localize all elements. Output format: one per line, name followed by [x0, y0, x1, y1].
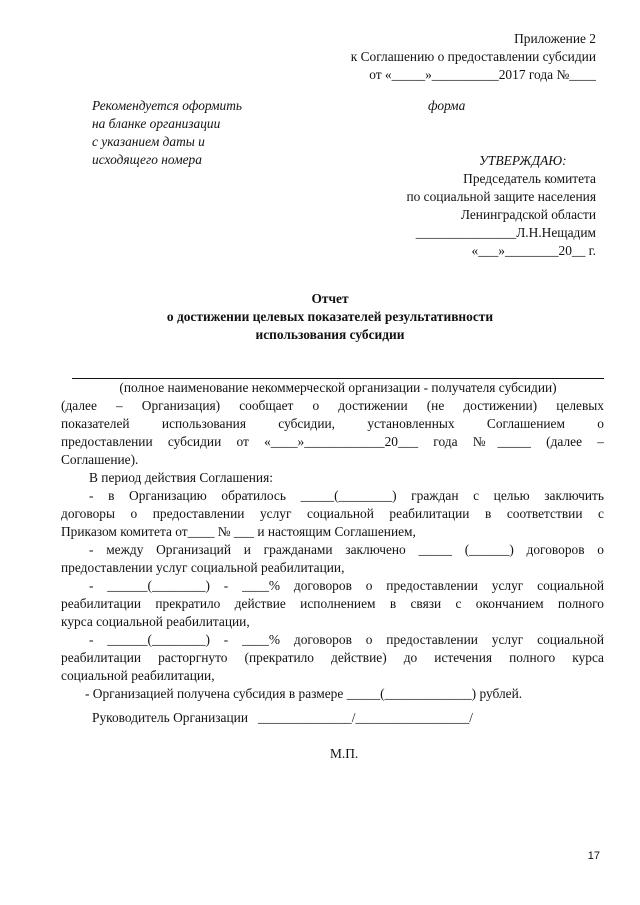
note-line: на бланке организации [92, 116, 221, 131]
item-line: - ______(________) - ____% договоров о предоставлении услуг социальной [89, 578, 604, 593]
body-line: показателей использования субсидии, установленных Соглашением о [61, 416, 604, 431]
item-line: договоры о предоставлении услуг социальной реабилитации в соответствии с [61, 506, 604, 521]
item-line: реабилитации расторгнуто (прекратило действие) до истечения полного курса [61, 650, 604, 665]
period-line: В период действия Соглашения: [89, 470, 273, 485]
org-name-caption: (полное наименование некоммерческой организации - получателя субсидии) [119, 380, 557, 395]
item-line: - между Организаций и гражданами заключено _____ (______) договоров о [89, 542, 604, 557]
note-line: Рекомендуется оформить [92, 98, 242, 113]
title-line: о достижении целевых показателей результативности [166, 309, 494, 324]
body-line: предоставлении субсидии от «____»____________20___ года №_____ (далее – [61, 434, 604, 449]
item-line: - Организацией получена субсидия в размере _____(_____________) рублей. [85, 686, 523, 701]
note-line: исходящего номера [92, 152, 202, 167]
approve-region: Ленинградской области [460, 207, 596, 222]
approve-title: УТВЕРЖДАЮ: [479, 153, 567, 168]
approve-date: «___»________20__ г. [471, 243, 596, 258]
signature-line: Руководитель Организации ______________/_________________/ [92, 710, 474, 725]
item-line: реабилитации прекратило действие исполнением в связи с окончанием полного [61, 596, 604, 611]
report-title [60, 290, 600, 344]
appendix-agreement: к Соглашению о предоставлении субсидии [350, 49, 596, 64]
title-line: Отчет [311, 291, 349, 306]
approve-signature: _______________Л.Н.Нещадим [415, 225, 596, 240]
approve-committee: по социальной защите населения [406, 189, 596, 204]
approve-block [276, 170, 596, 260]
form-label: форма [428, 98, 466, 113]
title-line: использования субсидии [255, 327, 405, 342]
item-line: социальной реабилитации, [61, 668, 215, 683]
appendix-date: от «_____»__________2017 года №____ [369, 67, 596, 82]
note-line: с указанием даты и [92, 134, 205, 149]
appendix-number: Приложение 2 [514, 31, 596, 46]
item-line: - в Организацию обратилось _____(________) граждан с целью заключить [89, 488, 604, 503]
item-line: Приказом комитета от____ № ___ и настоящим Соглашением, [61, 524, 416, 539]
approve-position: Председатель комитета [463, 171, 596, 186]
body-line: (далее – Организация) сообщает о достижении (не достижении) целевых [61, 398, 604, 413]
page-number: 17 [587, 850, 600, 862]
item-line: курса социальной реабилитации, [61, 614, 250, 629]
item-line: - ______(________) - ____% договоров о предоставлении услуг социальной [89, 632, 604, 647]
stamp-label: М.П. [330, 746, 359, 761]
body-line: Соглашение). [61, 452, 139, 467]
recommendation-note [92, 97, 342, 169]
report-body [61, 397, 604, 703]
item-line: предоставлении услуг социальной реабилитации, [61, 560, 345, 575]
appendix-block [196, 30, 596, 84]
